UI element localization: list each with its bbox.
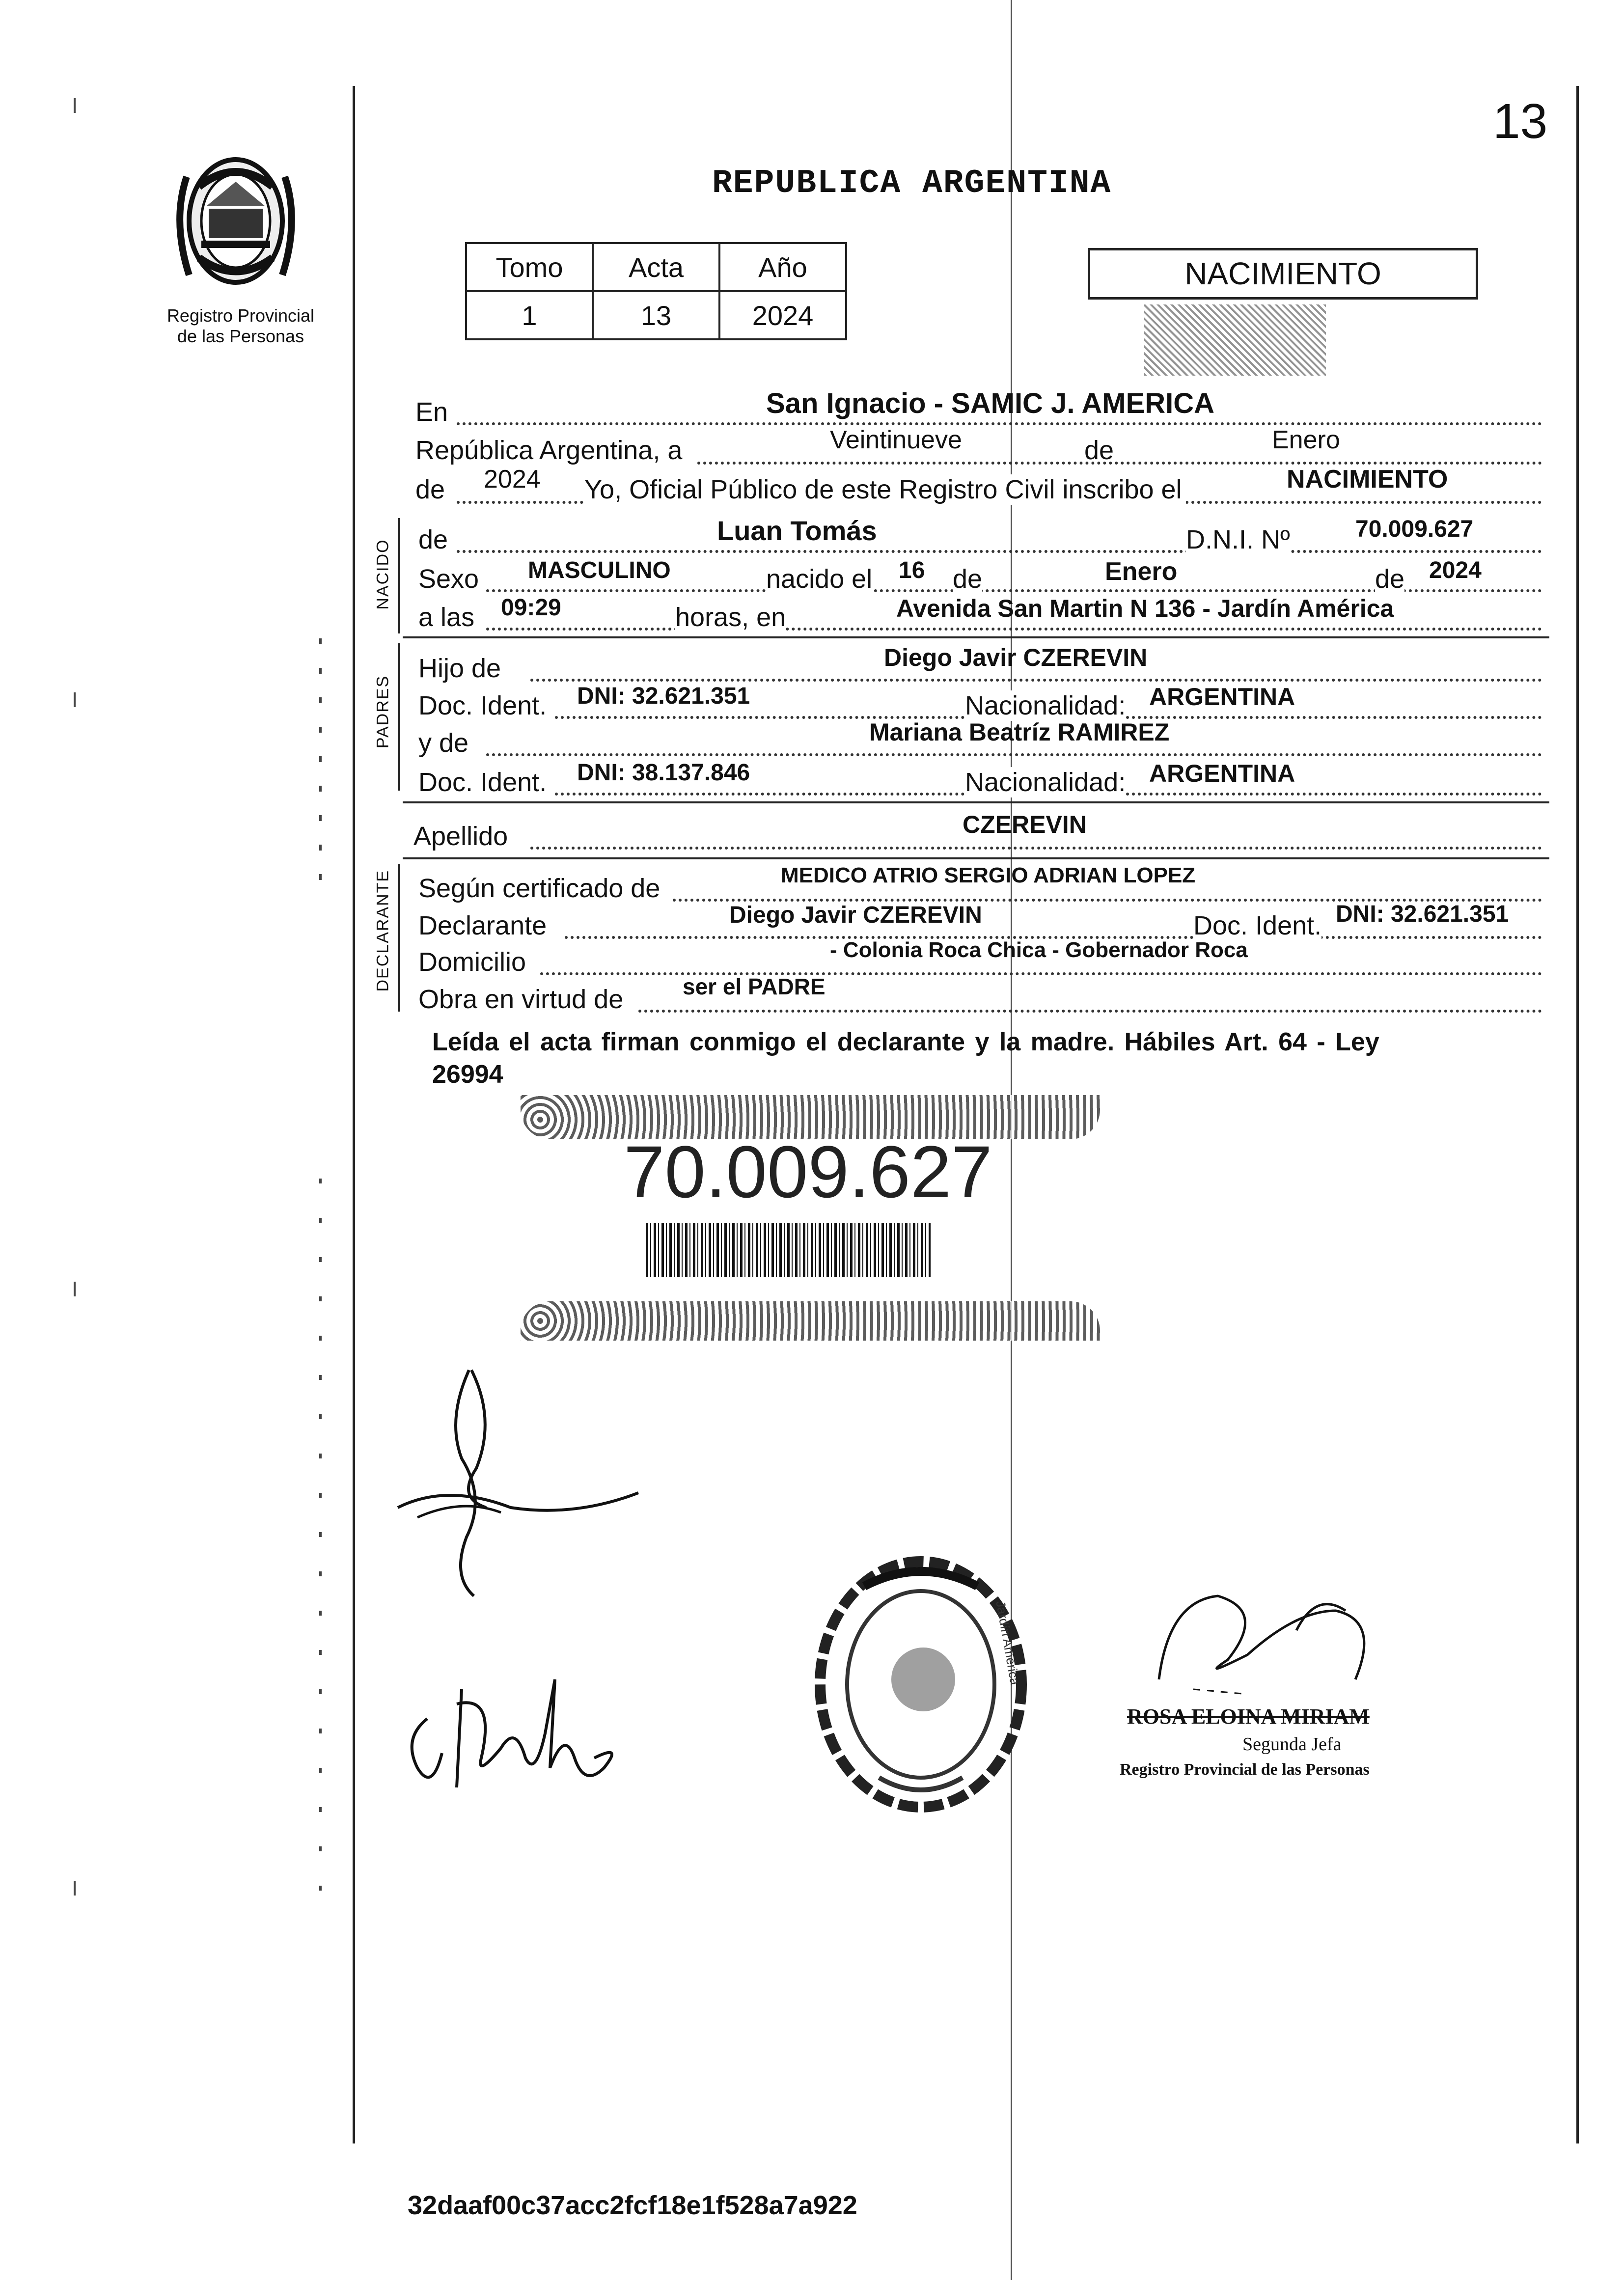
- tomo-value: 1: [466, 291, 593, 339]
- right-frame-line: [1576, 86, 1579, 2143]
- registration-day: Veintinueve: [830, 426, 962, 454]
- declarant-name: Diego Javir CZEREVIN: [729, 902, 982, 928]
- acta-header: Acta: [593, 243, 719, 291]
- obra-value: ser el PADRE: [683, 974, 826, 999]
- mother-nationality: ARGENTINA: [1149, 760, 1295, 787]
- round-official-seal: [805, 1547, 1036, 1822]
- declarante-label: Declarante: [418, 911, 547, 940]
- registry-line1: Registro Provincial: [166, 305, 315, 326]
- act-word: NACIMIENTO: [1287, 465, 1448, 494]
- en-label: En: [415, 397, 448, 427]
- scan-mark: [319, 638, 322, 884]
- birth-hour: 09:29: [501, 595, 561, 621]
- dotted-line: [697, 432, 1542, 465]
- scan-mark: [74, 692, 76, 707]
- birth-address: Avenida San Martin N 136 - Jardín América: [896, 595, 1394, 622]
- anio-value: 2024: [719, 291, 846, 339]
- security-pattern: [1144, 304, 1326, 376]
- nacido-bracket: [398, 518, 400, 633]
- father-doc-label: Doc. Ident.: [418, 691, 547, 720]
- nacido-de-label: de: [418, 525, 448, 554]
- id-number: 70.009.627: [624, 1130, 992, 1213]
- de2-label: de: [415, 475, 445, 504]
- child-dni: 70.009.627: [1355, 516, 1474, 542]
- apellido-value: CZEREVIN: [963, 811, 1087, 838]
- child-sex: MASCULINO: [528, 557, 671, 583]
- a-las-label: a las: [418, 603, 475, 632]
- anio-header: Año: [719, 243, 846, 291]
- declarant-address: - Colonia Roca Chica - Gobernador Roca: [830, 938, 1248, 962]
- sexo-label: Sexo: [418, 564, 479, 594]
- scan-mark: [74, 1881, 76, 1895]
- child-name: Luan Tomás: [717, 515, 877, 546]
- de-label: de: [1084, 436, 1114, 465]
- scan-mark: [74, 1282, 76, 1296]
- republica-label: República Argentina, a: [415, 436, 683, 465]
- official-stamp-name: ROSA ELOINA MIRIAM: [1127, 1704, 1370, 1729]
- padres-section-label: PADRES: [373, 675, 392, 749]
- father-doc: DNI: 32.621.351: [577, 683, 750, 709]
- birth-place-registry: San Ignacio - SAMIC J. AMERICA: [766, 387, 1215, 419]
- scan-mark: [319, 1179, 322, 1915]
- book-reference-table: [465, 242, 847, 340]
- scan-mark: [74, 98, 76, 113]
- birth-day: 16: [899, 557, 925, 583]
- registration-month: Enero: [1272, 426, 1340, 454]
- barcode: [646, 1223, 931, 1277]
- hijo-de-label: Hijo de: [418, 654, 501, 683]
- birth-year: 2024: [1429, 557, 1482, 583]
- round-seal-text: Jardín América: [993, 1599, 1023, 1686]
- oficial-text: Yo, Oficial Público de este Registro Civil inscribo el: [584, 474, 1186, 505]
- declarant-doc: DNI: 32.621.351: [1336, 901, 1509, 927]
- father-nationality: ARGENTINA: [1149, 683, 1295, 711]
- declarante-bracket: [398, 864, 400, 1012]
- declarant-doc-label: Doc. Ident.: [1193, 911, 1322, 940]
- act-type-box: [1088, 248, 1478, 300]
- section-divider: [403, 801, 1549, 803]
- registration-year: 2024: [484, 465, 541, 494]
- declarant-signature: [388, 1360, 643, 1606]
- closing-line1: Leída el acta firman conmigo el declarante y la madre. Hábiles Art. 64 - Ley: [432, 1028, 1379, 1056]
- y-de-label: y de: [418, 728, 469, 758]
- act-type-label: NACIMIENTO: [1184, 256, 1381, 291]
- mother-doc: DNI: 38.137.846: [577, 760, 750, 786]
- left-frame-line: [353, 86, 355, 2143]
- nacido-de-label-3: de: [1375, 564, 1405, 594]
- official-signature: [1149, 1581, 1424, 1704]
- apellido-label: Apellido: [413, 822, 508, 851]
- id-number-stamp: [516, 1095, 1120, 1346]
- nacido-de-label-2: de: [953, 564, 983, 594]
- official-stamp-office: Registro Provincial de las Personas: [1120, 1760, 1370, 1779]
- document-title: REPUBLICA ARGENTINA: [712, 165, 1112, 202]
- mother-signature: [398, 1660, 629, 1807]
- registry-line2: de las Personas: [177, 326, 304, 346]
- nacido-el-label: nacido el: [766, 564, 873, 594]
- horas-label: horas, en: [675, 603, 786, 632]
- father-nationality-label: Nacionalidad:: [965, 691, 1126, 720]
- page-number: 13: [1493, 94, 1548, 149]
- acta-value: 13: [593, 291, 719, 339]
- security-band-bottom: [521, 1301, 1100, 1341]
- dni-label: D.N.I. Nº: [1186, 525, 1290, 554]
- birth-month: Enero: [1105, 557, 1178, 586]
- cert-label: Según certificado de: [418, 874, 661, 903]
- certifying-doctor: MEDICO ATRIO SERGIO ADRIAN LOPEZ: [781, 863, 1196, 887]
- province-seal-logo: [162, 142, 309, 295]
- official-stamp-title: Segunda Jefa: [1242, 1734, 1342, 1755]
- document-hash: 32daaf00c37acc2fcf18e1f528a7a922: [408, 2191, 857, 2220]
- tomo-header: Tomo: [466, 243, 593, 291]
- father-name: Diego Javir CZEREVIN: [884, 644, 1148, 671]
- domicilio-label: Domicilio: [418, 947, 526, 977]
- closing-line2: 26994: [432, 1060, 503, 1089]
- padres-bracket: [398, 643, 400, 791]
- nacido-section-label: NACIDO: [373, 539, 392, 610]
- mother-nationality-label: Nacionalidad:: [965, 768, 1126, 797]
- declarante-section-label: DECLARANTE: [373, 869, 392, 992]
- section-divider: [403, 636, 1549, 638]
- mother-name: Mariana Beatríz RAMIREZ: [869, 718, 1170, 746]
- obra-label: Obra en virtud de: [418, 985, 624, 1014]
- mother-doc-label: Doc. Ident.: [418, 768, 547, 797]
- section-divider: [403, 857, 1549, 859]
